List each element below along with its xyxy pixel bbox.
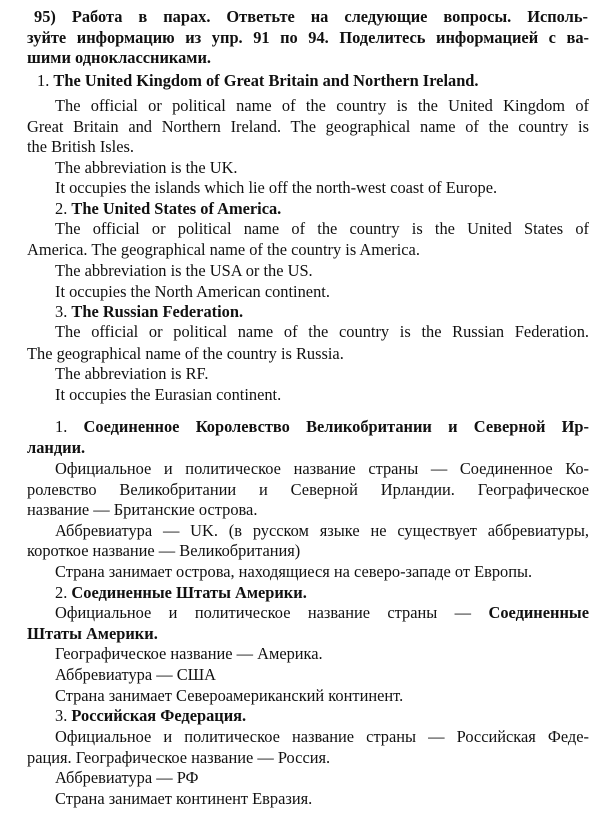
en-rf-heading (55, 302, 243, 323)
ru-uk-abbr-l2: короткое название — Великобритания) (27, 541, 301, 560)
task-line-1 (34, 7, 588, 28)
ru-rf-occupies: Страна занимает континент Евразия. (55, 789, 313, 808)
en-uk-abbr: The abbreviation is the UK. (55, 158, 238, 177)
ru-uk-abbr-l1: Аббревиатура — UK. (в русском языке не существует аббревиатуры, (55, 521, 589, 540)
ru-uk-num: 1. (55, 417, 68, 436)
en-uk-heading (37, 71, 479, 92)
ru-uk-p1-l2: ролевство Великобритании и Северной Ирландии. Географическое (27, 480, 589, 499)
ru-uk-title-l1: Соединенное Королевство Великобритании и Северной Ир- (83, 417, 589, 436)
ru-rf-p1-l2: рация. Географическое название — Россия. (27, 748, 331, 767)
en-uk-title: The United Kingdom of Great Britain and Northern Ireland. (53, 71, 479, 90)
ru-uk-p1-l1: Официальное и политическое название страны — Соединенное Ко- (55, 459, 589, 478)
ru-uk-occupies: Страна занимает острова, находящиеся на северо-западе от Европы. (55, 562, 533, 581)
ru-rf-num: 3. (55, 706, 68, 725)
ru-rf-abbr: Аббревиатура — РФ (55, 768, 199, 787)
en-usa-num: 2. (55, 199, 68, 218)
en-rf-p1-l2: The geographical name of the country is Russia. (27, 344, 344, 363)
en-uk-p1-l2: Great Britain and Northern Ireland. The geographical name of the country is (27, 117, 589, 136)
ru-usa-geo: Географическое название — Америка. (55, 644, 323, 663)
en-usa-abbr: The abbreviation is the USA or the US. (55, 261, 313, 280)
en-rf-occupies: It occupies the Eurasian continent. (55, 385, 282, 404)
ru-uk-title-l2: ландии. (27, 438, 86, 457)
ru-usa-title: Соединенные Штаты Америки. (71, 583, 307, 602)
en-usa-occupies: It occupies the North American continent. (55, 282, 330, 301)
ru-rf-title: Российская Федерация. (71, 706, 247, 725)
ru-rf-p1-l1: Официальное и политическое название страны — Российская Феде- (55, 727, 589, 746)
ru-usa-abbr: Аббревиатура — США (55, 665, 217, 684)
en-rf-num: 3. (55, 302, 68, 321)
en-usa-p1-l2: America. The geographical name of the country is America. (27, 240, 420, 259)
en-rf-title: The Russian Federation. (71, 302, 244, 321)
ru-rf-heading (55, 706, 246, 727)
en-usa-title: The United States of America. (71, 199, 282, 218)
en-rf-abbr: The abbreviation is RF. (55, 364, 209, 383)
en-usa-p1-l1: The official or political name of the country is the United States of (55, 219, 589, 238)
ru-usa-p1-l1 (55, 603, 589, 624)
en-usa-heading (55, 199, 281, 220)
ru-uk-p1-l3: название — Британские острова. (27, 500, 258, 519)
ru-uk-heading-l1 (55, 417, 589, 438)
en-uk-p1-l3: the British Isles. (27, 137, 134, 156)
ru-usa-p1-l2: Штаты Америки. (27, 624, 158, 643)
task-line-3: шими одноклассниками. (27, 48, 212, 67)
ru-usa-p1-bold: Соединенные (488, 603, 589, 622)
task-line-2: зуйте информацию из упр. 91 по 94. Поделитесь информацией с ва- (27, 28, 589, 47)
en-uk-occupies: It occupies the islands which lie off the north-west coast of Europe. (55, 178, 498, 197)
en-rf-p1-l1: The official or political name of the country is the Russian Federation. (55, 322, 589, 341)
ru-usa-p1-plain: Официальное и политическое название страны — (55, 603, 472, 622)
task-text: Работа в парах. Ответьте на следующие вопросы. Исполь- (71, 7, 588, 26)
ru-usa-occupies: Страна занимает Североамериканский континент. (55, 686, 404, 705)
ru-usa-num: 2. (55, 583, 68, 602)
task-number: 95) (34, 7, 56, 26)
en-uk-p1-l1: The official or political name of the country is the United Kingdom of (55, 96, 589, 115)
en-uk-num: 1. (37, 71, 50, 90)
ru-usa-heading (55, 583, 307, 604)
